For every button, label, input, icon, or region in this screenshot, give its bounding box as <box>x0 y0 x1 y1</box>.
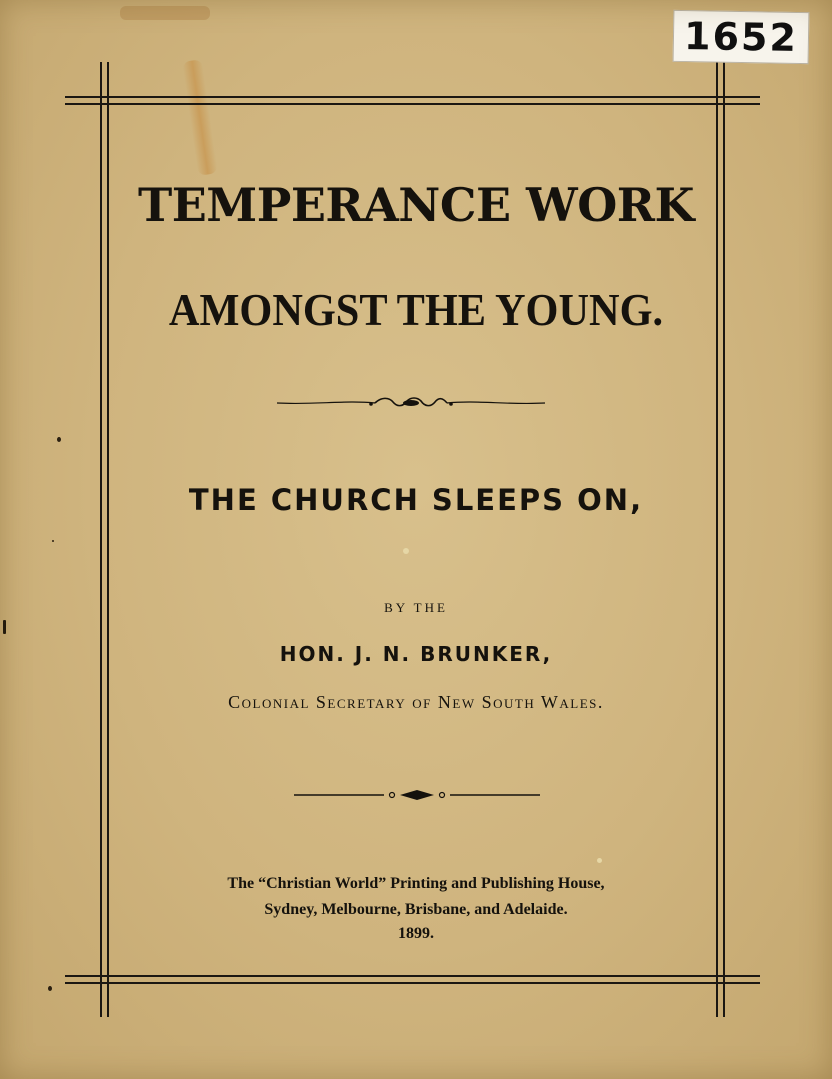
publication-year: 1899. <box>398 925 434 942</box>
publisher-line-2: Sydney, Melbourne, Brisbane, and Adelaide. <box>264 901 568 918</box>
byline-prefix: BY THE <box>384 600 448 615</box>
publisher-line-1: The “Christian World” Printing and Publishing House, <box>227 875 605 892</box>
title-line-1: TEMPERANCE WORK <box>138 178 694 232</box>
author-name: HON. J. N. BRUNKER, <box>279 642 553 666</box>
title-line-2: AMONGST THE YOUNG. <box>168 284 664 335</box>
subtitle: THE CHURCH SLEEPS ON, <box>188 483 644 517</box>
catalog-number-label: 1652 <box>673 10 810 64</box>
author-position: Colonial Secretary of New South Wales. <box>228 692 604 712</box>
